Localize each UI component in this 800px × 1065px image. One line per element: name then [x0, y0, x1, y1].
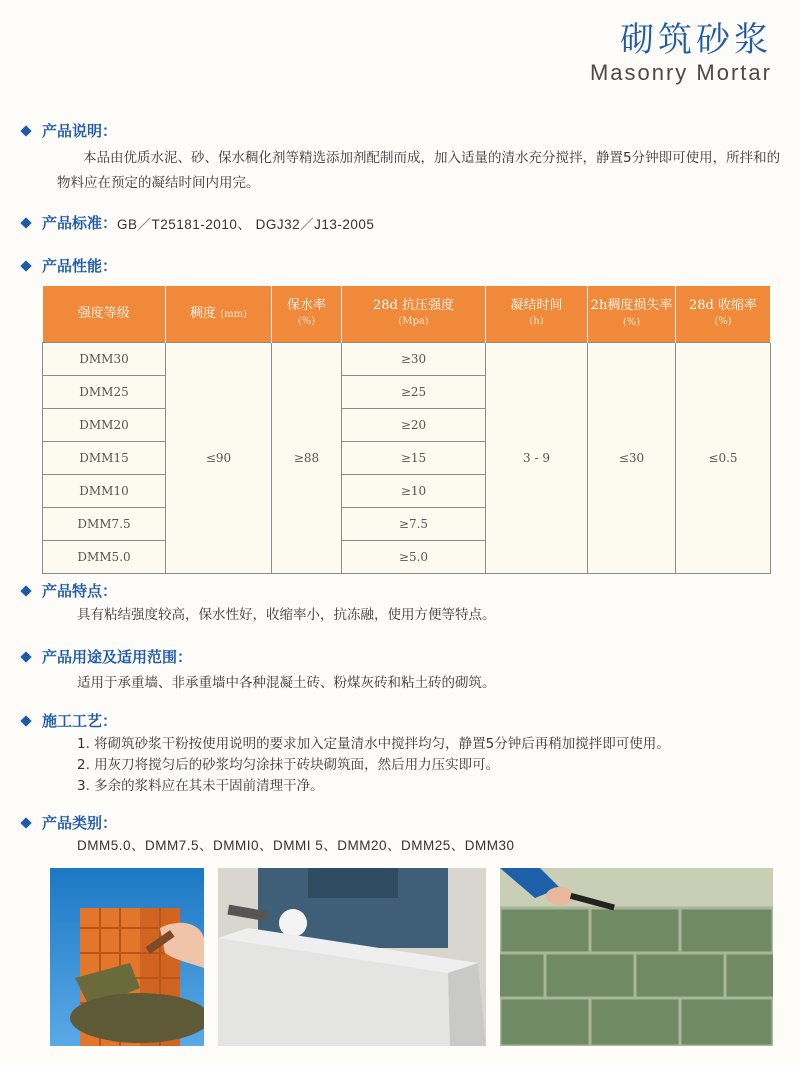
title-en: Masonry Mortar [589, 60, 772, 85]
process-step: 3. 多余的浆料应在其未干固前清理干净。 [77, 778, 324, 794]
strength-cell: ≥25 [342, 376, 486, 409]
grade-cell: DMM15 [43, 442, 166, 475]
shrinkage-cell: ≤0.5 [676, 343, 771, 574]
photo-strip [50, 868, 773, 1046]
photo-worker-block [218, 868, 486, 1046]
categories-text: DMM5.0、DMM7.5、DMMI0、DMMI 5、DMM20、DMM25、DMM30 [77, 838, 515, 853]
col-setting-time-header: 凝结时间 (h) [486, 286, 588, 343]
usage-heading: 产品用途及适用范围： [22, 646, 192, 667]
consistency-cell: ≤90 [166, 343, 272, 574]
grade-cell: DMM30 [43, 343, 166, 376]
strength-cell: ≥20 [342, 409, 486, 442]
photo-block-wall [500, 868, 773, 1046]
standard-value: GB／T25181-2010、 DGJ32／J13-2005 [117, 216, 375, 232]
grade-cell: DMM25 [43, 376, 166, 409]
performance-heading: 产品性能： [22, 255, 117, 276]
table-row [43, 343, 771, 376]
strength-cell: ≥30 [342, 343, 486, 376]
diamond-bullet-icon [20, 715, 31, 726]
strength-cell: ≥5.0 [342, 541, 486, 574]
strength-cell: ≥10 [342, 475, 486, 508]
description-text: 本品由优质水泥、砂、保水稠化剂等精选添加剂配制而成，加入适量的清水充分搅拌，静置5分钟即可使用，所拌和的物料应在预定的凝结时间内用完。 [57, 150, 781, 191]
diamond-bullet-icon [20, 260, 31, 271]
photo-bricklaying-trowel [50, 868, 204, 1046]
process-step: 1. 将砌筑砂浆干粉按使用说明的要求加入定量清水中搅拌均匀，静置5分钟后再稍加搅拌即可使用。 [77, 736, 670, 752]
grade-cell: DMM7.5 [43, 508, 166, 541]
diamond-bullet-icon [20, 217, 31, 228]
performance-table [42, 286, 771, 574]
diamond-bullet-icon [20, 651, 31, 662]
table-header-row [43, 286, 771, 343]
grade-cell: DMM20 [43, 409, 166, 442]
features-heading: 产品特点： [22, 580, 117, 601]
strength-cell: ≥15 [342, 442, 486, 475]
grade-cell: DMM10 [43, 475, 166, 508]
usage-text: 适用于承重墙、非承重墙中各种混凝土砖、粉煤灰砖和粘土砖的砌筑。 [77, 675, 496, 691]
diamond-bullet-icon [20, 817, 31, 828]
grade-cell: DMM5.0 [43, 541, 166, 574]
diamond-bullet-icon [20, 125, 31, 136]
col-water-retention-header: 保水率 (%) [272, 286, 342, 343]
col-shrinkage-header: 28d 收缩率 (%) [676, 286, 771, 343]
loss-rate-cell: ≤30 [588, 343, 676, 574]
standard-heading: 产品标准： GB／T25181-2010、 DGJ32／J13-2005 [22, 212, 374, 233]
categories-heading: 产品类别： [22, 812, 117, 833]
description-heading: 产品说明： [22, 120, 117, 141]
water-retention-cell: ≥88 [272, 343, 342, 574]
diamond-bullet-icon [20, 585, 31, 596]
col-loss-rate-header: 2h稠度损失率 (%) [588, 286, 676, 343]
col-grade-header: 强度等级 [43, 286, 166, 343]
setting-time-cell: 3 - 9 [486, 343, 588, 574]
title-cn: 砌筑砂浆 [620, 20, 772, 60]
col-consistency-header: 稠度 (mm) [166, 286, 272, 343]
process-steps [77, 734, 670, 797]
process-step: 2. 用灰刀将搅匀后的砂浆均匀涂抹于砖块砌筑面，然后用力压实即可。 [77, 757, 500, 773]
col-strength-header: 28d 抗压强度 (Mpa) [342, 286, 486, 343]
features-text: 具有粘结强度较高，保水性好，收缩率小，抗冻融，使用方便等特点。 [77, 607, 496, 623]
process-heading: 施工工艺： [22, 710, 117, 731]
strength-cell: ≥7.5 [342, 508, 486, 541]
